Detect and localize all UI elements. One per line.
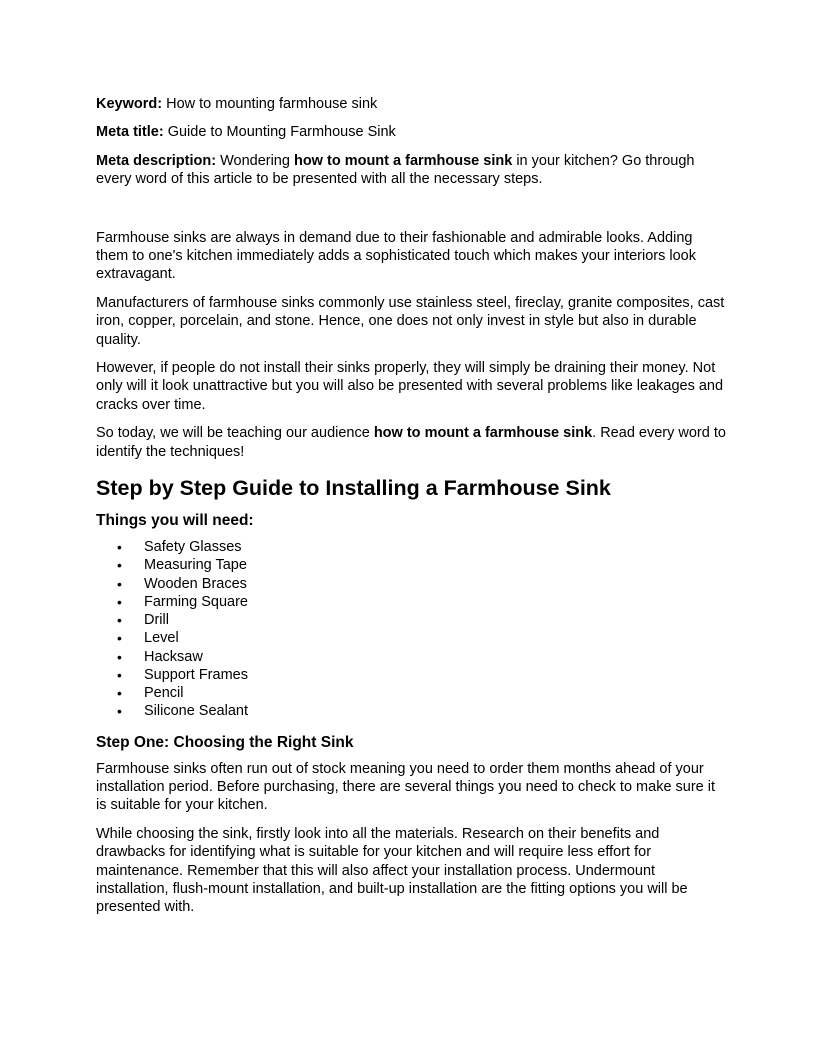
list-item-label: Hacksaw (144, 648, 203, 665)
meta-description-bold: how to mount a farmhouse sink (293, 152, 513, 169)
intro-paragraph-2: Manufacturers of farmhouse sinks commonly use stainless steel, fireclay, granite composites, cast iron, copper, porcelain, and stone. Hence, one does not only invest in style but also in durable quality. (96, 294, 725, 348)
intro-p4-pre: So today, we will be teaching our audience (96, 425, 374, 442)
bullet-icon: • (117, 593, 122, 610)
intro-p4-bold: how to mount a farmhouse sink (373, 425, 593, 442)
list-item-label: Safety Glasses (144, 539, 242, 556)
bullet-icon: • (117, 612, 122, 629)
list-item-label: Farming Square (144, 593, 248, 610)
meta-description-pre: Wondering (220, 152, 294, 169)
spacer (96, 199, 726, 229)
intro-p4-post: . Read every word to identify the techniques! (96, 425, 726, 460)
list-item (96, 556, 726, 574)
bullet-icon: • (117, 666, 122, 683)
meta-keyword-label: Keyword: (96, 96, 163, 112)
meta-keyword (96, 95, 726, 113)
meta-title-value: Guide to Mounting Farmhouse Sink (167, 124, 396, 141)
step-one-paragraph-1: Farmhouse sinks often run out of stock meaning you need to order them months ahead of your installation period. Before purchasing, there are several things you need to check to make sure it is suitable for your kitchen. (96, 760, 716, 814)
list-item-label: Drill (144, 612, 169, 629)
tools-list (96, 538, 726, 721)
list-item-label: Pencil (144, 685, 184, 702)
meta-description (96, 152, 726, 189)
bullet-icon: • (117, 648, 122, 665)
bullet-icon: • (117, 703, 122, 720)
list-item (96, 666, 726, 684)
step-one-heading: Step One: Choosing the Right Sink (96, 733, 354, 751)
list-item (96, 611, 726, 629)
meta-title-label: Meta title: (96, 124, 164, 141)
list-item (96, 629, 726, 647)
guide-heading: Step by Step Guide to Installing a Farmhouse Sink (96, 476, 611, 501)
list-item-label: Support Frames (144, 666, 248, 683)
bullet-icon: • (117, 630, 122, 647)
document-body (96, 95, 726, 927)
list-item (96, 593, 726, 611)
list-item-label: Measuring Tape (144, 557, 247, 574)
list-item (96, 684, 726, 702)
bullet-icon: • (117, 539, 122, 556)
bullet-icon: • (117, 575, 122, 592)
list-item-label: Wooden Braces (144, 575, 247, 592)
list-item-label: Silicone Sealant (144, 703, 248, 720)
intro-paragraph-3: However, if people do not install their sinks properly, they will simply be draining their money. Not only will it look unattractive but you will also be presented with several problems like leakages and cracks over time. (96, 360, 724, 413)
meta-description-post: in your kitchen? Go through every word of this article to be presented with all the necessary steps. (96, 152, 695, 188)
intro-paragraph-1: Farmhouse sinks are always in demand due to their fashionable and admirable looks. Adding them to one's kitchen immediately adds a sophisticated touch which makes your interiors look extravagant. (96, 229, 696, 283)
step-one-paragraph-2: While choosing the sink, firstly look into all the materials. Research on their benefits and drawbacks for identifying what is suitable for your kitchen and will require less effort for maintenance. Remember that this will also affect your installation process. Undermount installation, flush-mount installation, and built-up installation are the fitting options you will be presented with. (96, 825, 688, 916)
list-item-label: Level (144, 630, 179, 647)
meta-keyword-value: How to mounting farmhouse sink (166, 96, 378, 112)
tools-heading: Things you will need: (96, 512, 254, 530)
list-item (96, 648, 726, 666)
meta-description-label: Meta description: (96, 152, 217, 169)
list-item (96, 702, 726, 720)
bullet-icon: • (117, 685, 122, 702)
list-item (96, 575, 726, 593)
intro-paragraph-4 (96, 424, 726, 461)
bullet-icon: • (117, 557, 122, 574)
meta-title (96, 123, 726, 141)
list-item (96, 538, 726, 556)
